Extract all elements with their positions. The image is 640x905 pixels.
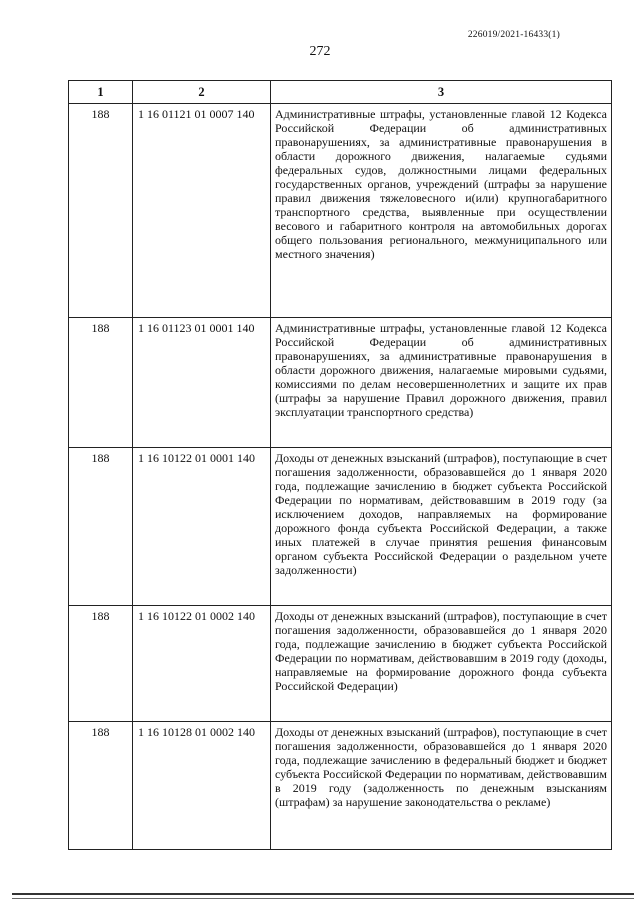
scan-edge-line bbox=[12, 898, 634, 899]
admin-code-cell: 188 bbox=[69, 318, 133, 448]
budget-code-cell: 1 16 01121 01 0007 140 bbox=[133, 104, 271, 318]
budget-code-cell: 1 16 10122 01 0001 140 bbox=[133, 448, 271, 606]
table-header-row bbox=[69, 81, 612, 104]
description-cell: Административные штрафы, установленные главой 12 Кодекса Российской Федерации об административных правонарушениях, за административные правонарушения в области дорожного движения, налагаемые судьями федеральных судов, должностными лицами федеральных государственных органов, учреждений (штрафы за нарушение правил движения тяжеловесного и(или) крупногабаритного транспортного средства, выявленные при осуществлении весового и габаритного контроля на автомобильных дорогах общего пользования регионального, межмуниципального или местного значения) bbox=[271, 104, 612, 318]
table-row bbox=[69, 318, 612, 448]
description-cell: Административные штрафы, установленные главой 12 Кодекса Российской Федерации об административных правонарушениях, за административные правонарушения в области дорожного движения, налагаемые мировыми судьями, комиссиями по делам несовершеннолетних и защите их прав (штрафы за нарушение Правил дорожного движения, правил эксплуатации транспортного средства) bbox=[271, 318, 612, 448]
admin-code-cell: 188 bbox=[69, 104, 133, 318]
column-header: 1 bbox=[69, 81, 133, 104]
admin-code-cell: 188 bbox=[69, 448, 133, 606]
admin-code-cell: 188 bbox=[69, 722, 133, 850]
document-number: 226019/2021-16433(1) bbox=[467, 30, 560, 40]
table-row bbox=[69, 448, 612, 606]
budget-code-cell: 1 16 10122 01 0002 140 bbox=[133, 606, 271, 722]
table-row bbox=[69, 722, 612, 850]
admin-code-cell: 188 bbox=[69, 606, 133, 722]
budget-code-cell: 1 16 10128 01 0002 140 bbox=[133, 722, 271, 850]
scan-edge-line bbox=[12, 893, 634, 895]
revenue-codes-table bbox=[68, 80, 612, 850]
table-row bbox=[69, 104, 612, 318]
description-cell: Доходы от денежных взысканий (штрафов), поступающие в счет погашения задолженности, образовавшейся до 1 января 2020 года, подлежащие зачислению в бюджет субъекта Российской Федерации по нормативам, действовавшим в 2019 году (доходы, направляемые на формирование дорожного фонда субъекта Российской Федерации) bbox=[271, 606, 612, 722]
table-row bbox=[69, 606, 612, 722]
description-cell: Доходы от денежных взысканий (штрафов), поступающие в счет погашения задолженности, образовавшейся до 1 января 2020 года, подлежащие зачислению в федеральный бюджет и бюджет субъекта Российской Федерации по нормативам, действовавшим в 2019 году (задолженность по денежным взысканиям (штрафам) за нарушение законодательства о рекламе) bbox=[271, 722, 612, 850]
budget-code-cell: 1 16 01123 01 0001 140 bbox=[133, 318, 271, 448]
page-number: 272 bbox=[309, 44, 331, 59]
column-header: 2 bbox=[133, 81, 271, 104]
description-cell: Доходы от денежных взысканий (штрафов), поступающие в счет погашения задолженности, образовавшейся до 1 января 2020 года, подлежащие зачислению в бюджет субъекта Российской Федерации по нормативам, действовавшим в 2019 году (за исключением доходов, направляемых на формирование дорожного фонда субъекта Российской Федерации, а также иных платежей в случае принятия решения финансовым органом субъекта Российской Федерации о раздельном учете задолженности) bbox=[271, 448, 612, 606]
column-header: 3 bbox=[271, 81, 612, 104]
